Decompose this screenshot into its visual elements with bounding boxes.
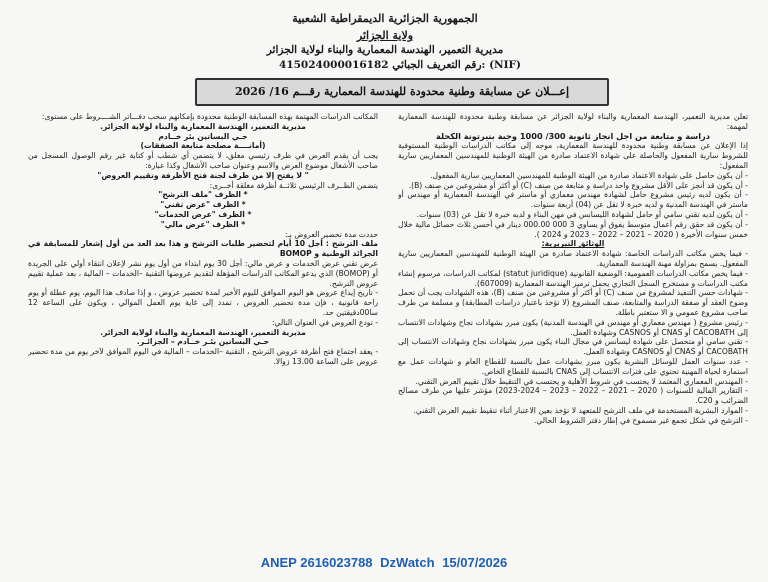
right-col-paragraph: الوثائق التبريرية: [541, 239, 605, 249]
right-col-paragraph: - فيما يخص مكاتب الدراسات العمومية: الوضعية القانونية (statut juridique) لمكاتب الدراسات، مرسوم إنشاء مكتب الدراسات و مستخرج السجل التجاري يحمل ترميز الهندسة المعمارية (607009). [398, 268, 748, 288]
right-column-text [398, 112, 748, 532]
right-col-paragraph: - الترشح في شكل تجمع غير مسموح في إطار دفتر الشروط الحالي. [533, 415, 748, 425]
right-col-paragraph: - أن يكون لديه تقني سامي أو حامل لشهادة الليسانس في مهن البناء و لديه خبرة لا تقل عن (03) سنوات. [416, 209, 748, 219]
left-col-paragraph: - تودع العروض في العنوان التالي: [271, 317, 378, 327]
wilaya-title: ولاية الجزائر [356, 29, 414, 42]
left-col-paragraph: يتضمن الظــرف الرئيسي ثلاثــة أظرفة مغلقة أخــرى: [209, 180, 378, 190]
anep-reference: ANEP 2616023788 [260, 555, 373, 570]
nif-number: رقم التعريف الجبائي 415024000016182: (NIF) [279, 59, 521, 71]
left-col-paragraph: المكاتب الدراسات المهتمة بهذه المسابقة الوطنية محدودة بإمكانهم سحب دفـــاتر الشــــروط على مستوى: [41, 112, 378, 121]
directorate-title: مديرية التعمير، الهندسة المعمارية والبناء لولاية الجزائر [266, 44, 504, 56]
announcement-banner: إعـــلان عن مسابقة وطنية محدودة للهندسة المعمارية رقـــم 16/ 2026 [195, 78, 609, 106]
publication-date: 15/07/2026 [442, 555, 508, 570]
right-col-paragraph: إذا الإعلان عن مسابقة وطنية محدودة للهندسة المعمارية، موجه إلى مكاتب الدراسات الوطنية المستوفية للشروط سارية المفعول والحاصلة على شهادة الاعتماد صادرة من الهيئة الوطنية للمهندسين المعماريين سارية المفعول: [398, 141, 748, 170]
left-col-paragraph: * الظرف "عرض تقني" [160, 200, 246, 210]
right-col-paragraph: - أن يكون حاصل على شهادة الاعتماد صادرة من الهيئة الوطنية للمهندسين المعماريين سارية المفعول. [430, 170, 748, 180]
left-col-paragraph: (أمانــــة مصلحة متابعة الصفقات) [140, 141, 266, 151]
right-col-paragraph: - عدد سنوات العمل للوسائل البشرية يكون مبرر بشهادات عمل بالنسبة للقطاع العام و شهادات عمل مع استمارة لحياة المهنية تحتوي على فترات الانتساب إلى CNAS بالنسبة للقطاع الخاص. [398, 356, 748, 376]
right-col-paragraph: - رئيس مشروع ( مهندس معماري أو مهندس في الهندسة المدنية) يكون مبرر بشهادات نجاح وشهادات الانتساب إلى CACOBATH أو CNAS أو CASNOS وشهادة العمل. [398, 317, 748, 337]
left-col-paragraph: * الظرف "ملف الترشح" [158, 190, 248, 200]
publication-footer [0, 555, 768, 570]
left-col-paragraph: - يعقد اجتماع فتح أظرفة عروض الترشح ، التقنية –الخدمات – المالية في اليوم الموافق لآخر يوم من مدة تحضير عروض على الساعة 13.00 زوالا. [28, 347, 378, 366]
left-col-paragraph: مديرية التعمير، الهندسة المعمارية والبناء لولاية الجزائر. [100, 327, 306, 337]
left-col-paragraph: عرض تقني عرض الخدمات و عرض مالي: أجل 30 يوم ابتداء من أول يوم نشر لإعلان انتقاء أولي على الجريدة أو (BOMOP) الذي يدعو المكاتب الدراسات المؤهلة لتقديم عروضها التقنية –الخدمات – المالية ، بعد عملية تقييم عروض الترشح. [28, 258, 378, 288]
right-col-paragraph: - المهندس المعماري المعتمد لا يحتسب في شروط الأهلية و يحتسب في التنقيط خلال تقييم العرض التقني. [415, 376, 748, 386]
right-col-paragraph: - أن يكون لديه رئيس مشروع حامل لشهادة مهندس معماري أو ماستر في الهندسة المعمارية أو مهندس أو ماستر في الهندسة المدنية و لديه خبرة لا تقل عن (04) أربعة سنوات. [398, 190, 748, 210]
left-col-paragraph: حـي البساتين بئر خــادم [158, 131, 248, 141]
left-col-paragraph: ملف الترشح : أجل 10 أيام لتحضير طلبات الترشح و هذا بعد العد من أول إشعار للمسابقة في الجرائد الوطنية و BOMOP [28, 239, 378, 259]
right-col-paragraph: - الموارد البشرية المستخدمة في ملف الترشح للمتعهد لا تؤخذ بعين الاعتبار أثناء تنقيط تقييم العرض التقني. [413, 405, 748, 415]
right-col-paragraph: - أن يكون قد أنجز على الأقل مشروع واحد دراسة و متابعة من صنف (C) أو أكثر أو مشروعين من صنف (B). [408, 180, 748, 190]
left-col-paragraph: حـي البساتين بئـر خــادم – الجزائـر. [136, 337, 270, 347]
left-col-paragraph: حددت مدة تحضير العروض بـ: [284, 229, 378, 239]
left-col-paragraph: * الظرف "عرض الخدمات" [154, 209, 252, 219]
left-col-paragraph: " لا يفتح إلا من طرف لجنة فتح الأظرفة وتقييم العروض" [97, 170, 309, 180]
right-col-paragraph: - شهادات حسن التنفيذ لمشروع من صنف (C) أو أكثر أو مشروعين من صنف (B)، هذه الشهادات يجب أن تحمل وضوح العقد أو صفقة الدراسة والمتابعة، صنف المشروع (لا تؤخذ باعتبار دراسات المطابقة) و مسلمة من طرف صاحب مشروع عمومي و الا ستعتبر باطلة. [398, 288, 748, 317]
right-col-paragraph: - التقارير المالية للسنوات ( 2020 – 2021 – 2022 – 2023 – 2024-2023) مؤشر عليها من طرف مصالح الضرائب و C20. [398, 386, 748, 406]
left-column-text [28, 112, 378, 442]
right-col-paragraph: - أن يكون قد حقق رقم أعمال متوسط يفوق أو يساوي 3 000 000.00 دينار في أحسن ثلاث حصائل مالية خلال خمس سنوات الأخيرة ( 2020 – 2021 – 2022 – 2023 و 2024 ). [398, 219, 748, 239]
left-col-paragraph: يجب أن يقدم العرض في ظرف رئيسي مغلق، لا يتضمن أي شطب أو كتابة غير رقم الوصول المسجل من صاحب الأشغال موضوع العرض والاسم وعنوان صاحب الأشغال وكذا عبارة: [28, 151, 378, 170]
republic-title: الجمهورية الجزائرية الديمقراطية الشعبية [292, 12, 478, 25]
right-col-paragraph: - فيما يخص مكاتب الدراسات الخاصة: شهادة الاعتماد صادرة من الهيئة الوطنية للمهندسين المعماريين سارية المفعول. يسمح بمزاولة مهنة الهندسة المعمارية. [398, 249, 748, 268]
source-name: DzWatch [380, 555, 435, 570]
left-col-paragraph: مديرية التعمير، الهندسة المعمارية والبناء لولاية الجزائر. [100, 121, 306, 131]
right-col-paragraph: تعلن مديرية التعمير، الهندسة المعمارية والبناء لولاية الجزائر عن مسابقة وطنية محدودة للهندسة المعمارية لمهمة: [398, 112, 748, 131]
right-col-paragraph: - تقني سامي أو متحصل على شهادة ليسانس في مجال البناء يكون مبرر بشهادات نجاح وشهادات الانتساب إلى CACOBATH أو CNAS أو CASNOS وشهادة العمل. [398, 337, 748, 357]
left-col-paragraph: * الظرف "عرض مالي" [160, 219, 246, 229]
left-col-paragraph: - تاريخ إيداع عروض هو اليوم الموافق لليوم الأخير لمدة تحضير عروض ، و إذا صادف هذا اليوم، يوم عطلة أو يوم راحة قانونية ، فإن مدة تحضير العروض ، تمدد إلى غاية يوم العمل الموالي ، ويكون على الساعة 12 سا00دقيقتين حد. [28, 288, 378, 317]
right-col-paragraph: دراسة و متابعة من اجل انجاز ثانوية 300/ 1000 وجبة بنيرتونة الكحلة [436, 130, 710, 141]
